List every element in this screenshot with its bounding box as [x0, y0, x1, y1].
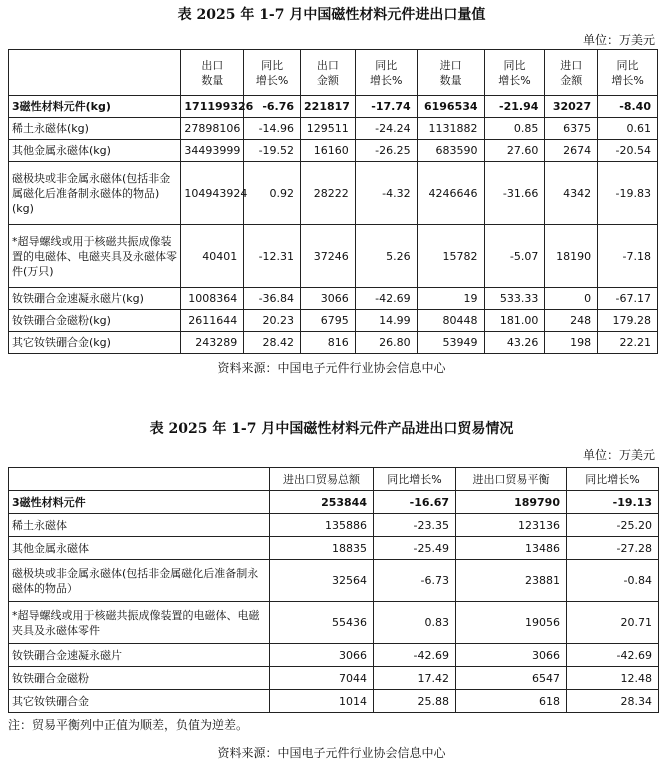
category-cell: 磁极块或非金属永磁体(包括非金属磁化后准备制永磁体的物品)(kg) [9, 162, 181, 225]
value-cell: -67.17 [598, 288, 658, 310]
value-cell: -31.66 [484, 162, 545, 225]
value-cell: 16160 [301, 140, 356, 162]
table-row [9, 667, 659, 690]
value-cell: 28.42 [244, 332, 301, 354]
category-cell: 其它钕铁硼合金(kg) [9, 332, 181, 354]
value-cell: 3066 [456, 644, 567, 667]
value-cell: 18835 [270, 537, 374, 560]
value-cell: -7.18 [598, 225, 658, 288]
value-cell: -23.35 [374, 514, 456, 537]
value-cell: 28222 [301, 162, 356, 225]
table-row [9, 602, 659, 644]
value-cell: 1131882 [417, 118, 484, 140]
table1-unit: 单位：万美元 [582, 33, 655, 47]
value-cell: 104943924 [181, 162, 244, 225]
value-cell: -6.76 [244, 96, 301, 118]
table-row [9, 491, 659, 514]
category-cell: *超导螺线或用于核磁共振成像装置的电磁体、电磁夹具及永磁体零件(万只) [9, 225, 181, 288]
category-cell: 钕铁硼合金速凝永磁片 [9, 644, 270, 667]
value-cell: 179.28 [598, 310, 658, 332]
table-row [9, 140, 658, 162]
category-cell: 其他金属永磁体(kg) [9, 140, 181, 162]
value-cell: 12.48 [567, 667, 659, 690]
table-row [9, 118, 658, 140]
value-cell: -8.40 [598, 96, 658, 118]
value-cell: 2674 [545, 140, 598, 162]
value-cell: 248 [545, 310, 598, 332]
table2-title: 表 2025 年 1-7 月中国磁性材料元件产品进出口贸易情况 [149, 421, 514, 437]
table-header-row [9, 468, 659, 491]
value-cell: 816 [301, 332, 356, 354]
value-cell: 80448 [417, 310, 484, 332]
value-cell: 20.71 [567, 602, 659, 644]
value-cell: 6795 [301, 310, 356, 332]
value-cell: 43.26 [484, 332, 545, 354]
import-export-volume-table [8, 49, 658, 354]
table-row [9, 644, 659, 667]
header-cell: 同比 增长% [598, 50, 658, 96]
value-cell: 4246646 [417, 162, 484, 225]
category-cell: 其他金属永磁体 [9, 537, 270, 560]
value-cell: -12.31 [244, 225, 301, 288]
header-cell [9, 50, 181, 96]
value-cell: 23881 [456, 560, 567, 602]
value-cell: -0.84 [567, 560, 659, 602]
value-cell: 7044 [270, 667, 374, 690]
value-cell: 253844 [270, 491, 374, 514]
value-cell: -19.83 [598, 162, 658, 225]
value-cell: -14.96 [244, 118, 301, 140]
header-cell [9, 468, 270, 491]
value-cell: 618 [456, 690, 567, 713]
value-cell: 17.42 [374, 667, 456, 690]
table-row [9, 225, 658, 288]
value-cell: 6196534 [417, 96, 484, 118]
value-cell: 0 [545, 288, 598, 310]
header-cell: 出口 数量 [181, 50, 244, 96]
header-cell: 进出口贸易平衡 [456, 468, 567, 491]
value-cell: -21.94 [484, 96, 545, 118]
category-cell: 其它钕铁硼合金 [9, 690, 270, 713]
value-cell: 5.26 [355, 225, 417, 288]
value-cell: 22.21 [598, 332, 658, 354]
value-cell: 533.33 [484, 288, 545, 310]
value-cell: -4.32 [355, 162, 417, 225]
category-cell: *超导螺线或用于核磁共振成像装置的电磁体、电磁夹具及永磁体零件 [9, 602, 270, 644]
category-cell: 3磁性材料元件(kg) [9, 96, 181, 118]
value-cell: 55436 [270, 602, 374, 644]
value-cell: 198 [545, 332, 598, 354]
table-row [9, 537, 659, 560]
value-cell: 189790 [456, 491, 567, 514]
category-cell: 钕铁硼合金磁粉 [9, 667, 270, 690]
table2-source: 资料来源：中国电子元件行业协会信息中心 [217, 746, 446, 760]
value-cell: 13486 [456, 537, 567, 560]
trade-balance-table [8, 467, 659, 713]
header-cell: 同比 增长% [484, 50, 545, 96]
value-cell: 26.80 [355, 332, 417, 354]
value-cell: 25.88 [374, 690, 456, 713]
category-cell: 钕铁硼合金磁粉(kg) [9, 310, 181, 332]
value-cell: 129511 [301, 118, 356, 140]
table2-note: 注：贸易平衡列中正值为顺差，负值为逆差。 [8, 718, 249, 732]
value-cell: 53949 [417, 332, 484, 354]
value-cell: -25.20 [567, 514, 659, 537]
value-cell: 34493999 [181, 140, 244, 162]
value-cell: -17.74 [355, 96, 417, 118]
table-row [9, 310, 658, 332]
value-cell: -6.73 [374, 560, 456, 602]
value-cell: -20.54 [598, 140, 658, 162]
category-cell: 稀土永磁体 [9, 514, 270, 537]
value-cell: 27.60 [484, 140, 545, 162]
value-cell: 243289 [181, 332, 244, 354]
value-cell: 135886 [270, 514, 374, 537]
header-cell: 同比增长% [374, 468, 456, 491]
header-cell: 进出口贸易总额 [270, 468, 374, 491]
header-cell: 进口 金额 [545, 50, 598, 96]
value-cell: -16.67 [374, 491, 456, 514]
header-cell: 出口 金额 [301, 50, 356, 96]
table2-unit: 单位：万美元 [582, 448, 655, 462]
value-cell: 3066 [301, 288, 356, 310]
category-cell: 3磁性材料元件 [9, 491, 270, 514]
table1-title: 表 2025 年 1-7 月中国磁性材料元件进出口量值 [177, 7, 486, 23]
table-row [9, 560, 659, 602]
value-cell: 40401 [181, 225, 244, 288]
table-row [9, 690, 659, 713]
category-cell: 钕铁硼合金速凝永磁片(kg) [9, 288, 181, 310]
value-cell: 6375 [545, 118, 598, 140]
value-cell: -26.25 [355, 140, 417, 162]
value-cell: -24.24 [355, 118, 417, 140]
value-cell: -19.13 [567, 491, 659, 514]
table1-source: 资料来源：中国电子元件行业协会信息中心 [217, 361, 446, 375]
value-cell: 27898106 [181, 118, 244, 140]
value-cell: -42.69 [567, 644, 659, 667]
value-cell: 32564 [270, 560, 374, 602]
value-cell: 3066 [270, 644, 374, 667]
value-cell: 123136 [456, 514, 567, 537]
value-cell: 171199326 [181, 96, 244, 118]
table-row [9, 288, 658, 310]
value-cell: 37246 [301, 225, 356, 288]
value-cell: 1014 [270, 690, 374, 713]
header-cell: 进口 数量 [417, 50, 484, 96]
value-cell: 6547 [456, 667, 567, 690]
category-cell: 稀土永磁体(kg) [9, 118, 181, 140]
value-cell: 1008364 [181, 288, 244, 310]
value-cell: 0.85 [484, 118, 545, 140]
table-row [9, 96, 658, 118]
value-cell: -25.49 [374, 537, 456, 560]
value-cell: 32027 [545, 96, 598, 118]
value-cell: -5.07 [484, 225, 545, 288]
value-cell: -27.28 [567, 537, 659, 560]
value-cell: 0.83 [374, 602, 456, 644]
value-cell: -42.69 [355, 288, 417, 310]
value-cell: 683590 [417, 140, 484, 162]
value-cell: 0.61 [598, 118, 658, 140]
value-cell: 18190 [545, 225, 598, 288]
value-cell: 28.34 [567, 690, 659, 713]
value-cell: 19 [417, 288, 484, 310]
value-cell: 0.92 [244, 162, 301, 225]
value-cell: 15782 [417, 225, 484, 288]
value-cell: -42.69 [374, 644, 456, 667]
table-row [9, 514, 659, 537]
value-cell: 181.00 [484, 310, 545, 332]
header-cell: 同比增长% [567, 468, 659, 491]
table-header-row [9, 50, 658, 96]
category-cell: 磁极块或非金属永磁体(包括非金属磁化后准备制永磁体的物品） [9, 560, 270, 602]
table-row [9, 332, 658, 354]
header-cell: 同比 增长% [244, 50, 301, 96]
value-cell: 19056 [456, 602, 567, 644]
value-cell: -19.52 [244, 140, 301, 162]
value-cell: 20.23 [244, 310, 301, 332]
value-cell: 221817 [301, 96, 356, 118]
value-cell: 4342 [545, 162, 598, 225]
value-cell: 14.99 [355, 310, 417, 332]
header-cell: 同比 增长% [355, 50, 417, 96]
value-cell: -36.84 [244, 288, 301, 310]
table-row [9, 162, 658, 225]
value-cell: 2611644 [181, 310, 244, 332]
